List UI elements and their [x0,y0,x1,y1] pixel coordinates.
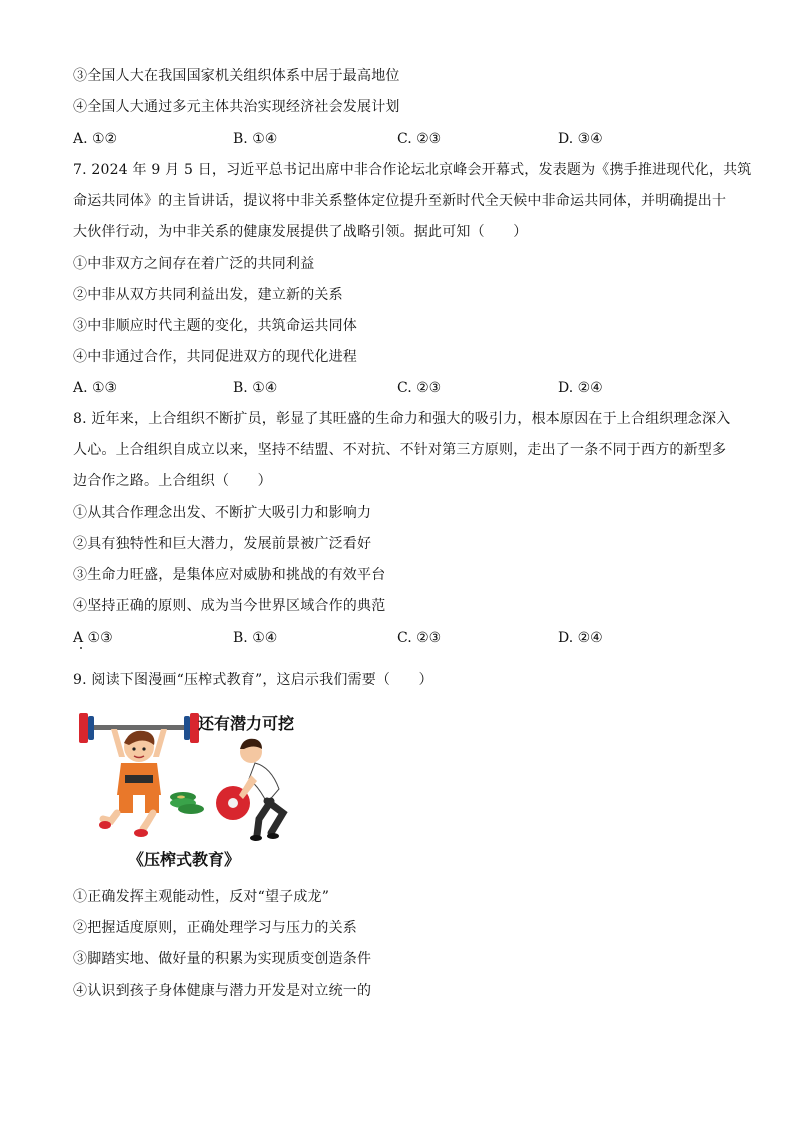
q6-option-b[interactable]: B. ①④ [233,131,278,147]
q8-item-4: ④坚持正确的原则、成为当今世界区域合作的典范 [73,598,386,614]
q9-stem: 9. 阅读下图漫画“压榨式教育”，这启示我们需要（ ） [73,672,433,688]
q7-stem-line-2: 命运共同体》的主旨讲话，提议将中非关系整体定位提升至新时代全天候中非命运共同体，并明确提出十 [73,193,727,209]
green-disc-center [177,796,185,799]
q7-item-2: ②中非从双方共同利益出发，建立新的关系 [73,287,343,303]
q8-option-b[interactable]: B. ①④ [233,630,278,646]
child-shoe-right [134,829,148,837]
q7-item-1: ①中非双方之间存在着广泛的共同利益 [73,256,315,272]
child-belt [125,775,153,783]
child-eye-left [132,747,135,750]
q7-stem-line-1: 7. 2024 年 9 月 5 日，习近平总书记出席中非合作论坛北京峰会开幕式，发表题为《携手推进现代化，共筑 [73,162,752,178]
q9-item-2: ②把握适度原则，正确处理学习与压力的关系 [73,920,357,936]
q7-option-a[interactable]: A. ①③ [73,380,118,396]
q9-item-4: ④认识到孩子身体健康与潜力开发是对立统一的 [73,983,372,999]
cartoon-caption-top: 还有潜力可挖 [198,714,295,733]
child-leg-left [119,795,133,813]
barbell-plate-left-inner [88,716,94,740]
q8-option-d[interactable]: D. ②④ [558,630,603,646]
q8-option-c[interactable]: C. ②③ [397,630,442,646]
barbell-bar [93,725,185,730]
q7-item-4: ④中非通过合作，共同促进双方的现代化进程 [73,349,357,365]
q9-item-3: ③脚踏实地、做好量的积累为实现质变创造条件 [73,951,372,967]
barbell-plate-left-outer [79,713,88,743]
q6-option-c[interactable]: C. ②③ [397,131,442,147]
q8-stem-line-3: 边合作之路。上合组织（ ） [73,473,272,489]
red-plate-hole [228,798,238,808]
cartoon-caption-title: 《压榨式教育》 [128,850,241,869]
q7-option-b[interactable]: B. ①④ [233,380,278,396]
barbell-plate-right-inner [184,716,190,740]
child-left-arm [111,729,125,757]
q7-options [73,378,733,398]
q8-stem-line-2: 人心。上合组织自成立以来，坚持不结盟、不对抗、不针对第三方原则，走出了一条不同于西方的新型多 [73,442,727,458]
q8-item-1: ①从其合作理念出发、不断扩大吸引力和影响力 [73,505,372,521]
child-shin-left [103,813,117,821]
green-disc-3 [178,804,204,814]
q8-item-2: ②具有独特性和巨大潜力，发展前景被广泛看好 [73,536,372,552]
adult-shoe-back [267,833,279,839]
q6-options [73,129,733,149]
q6-item-4: ④全国人大通过多元主体共治实现经济社会发展计划 [73,99,400,115]
q6-option-a[interactable]: A. ①② [73,131,118,147]
q7-option-d[interactable]: D. ②④ [558,380,603,396]
q6-option-d[interactable]: D. ③④ [558,131,603,147]
q8-stem-line-1: 8. 近年来，上合组织不断扩员，彰显了其旺盛的生命力和强大的吸引力，根本原因在于上合组织理念深入 [73,411,731,427]
q7-item-3: ③中非顺应时代主题的变化，共筑命运共同体 [73,318,357,334]
q6-item-3: ③全国人大在我国国家机关组织体系中居于最高地位 [73,68,400,84]
child-shoe-left [99,821,111,829]
stray-dot-mark [80,647,82,649]
q7-option-c[interactable]: C. ②③ [397,380,442,396]
adult-shoe-front [250,835,262,841]
q8-option-a[interactable]: A ①③ [73,630,113,646]
child-shin-right [143,813,153,829]
child-right-arm [153,729,167,757]
q8-options [73,628,733,648]
child-eye-right [142,747,145,750]
q9-item-1: ①正确发挥主观能动性，反对“望子成龙” [73,889,330,905]
q8-item-3: ③生命力旺盛，是集体应对威胁和挑战的有效平台 [73,567,386,583]
q7-stem-line-3: 大伙伴行动，为中非关系的健康发展提供了战略引领。据此可知（ ） [73,224,528,240]
